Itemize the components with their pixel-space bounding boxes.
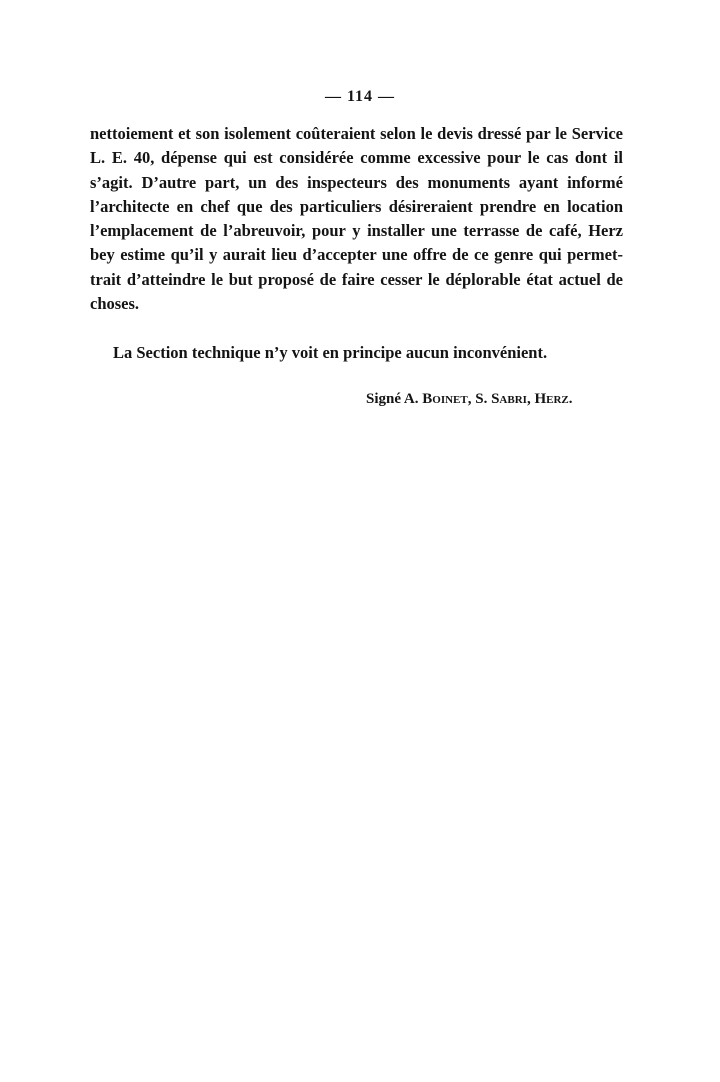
text-line: nettoiement et son isolement coûteraient selon le devis dressé par le Service xyxy=(90,124,623,143)
signatory-herz: Herz xyxy=(534,391,569,407)
paragraph-1 xyxy=(90,122,623,316)
signature-suffix: . xyxy=(568,391,573,407)
page-number: — 114 — xyxy=(324,88,396,105)
text-line: s’agit. D’autre part, un des inspecteurs des monuments ayant informé xyxy=(90,172,623,192)
signatory-boinet: Boinet xyxy=(422,391,468,407)
paragraph-2: La Section technique n’y voit en principe aucun inconvénient. xyxy=(113,343,548,362)
text-line: choses. xyxy=(90,294,140,314)
text-line: bey estime qu’il y aurait lieu d’accepter une offre de ce genre qui permet- xyxy=(90,245,623,265)
text-line: trait d’atteindre le but proposé de faire cesser le déplorable état actuel de xyxy=(90,269,623,289)
signature-separator: , xyxy=(526,391,535,407)
signature-separator: , S. xyxy=(467,391,492,407)
text-line: L. E. 40, dépense qui est considérée comme excessive pour le cas dont il xyxy=(90,148,623,168)
signature-prefix: Signé A. xyxy=(366,391,423,407)
text-line: l’emplacement de l’abreuvoir, pour y installer une terrasse de café, Herz xyxy=(90,221,623,241)
text-line: l’architecte en chef que des particuliers désireraient prendre en location xyxy=(90,196,623,216)
signature-line xyxy=(366,388,572,410)
signatory-sabri: Sabri xyxy=(491,391,527,407)
